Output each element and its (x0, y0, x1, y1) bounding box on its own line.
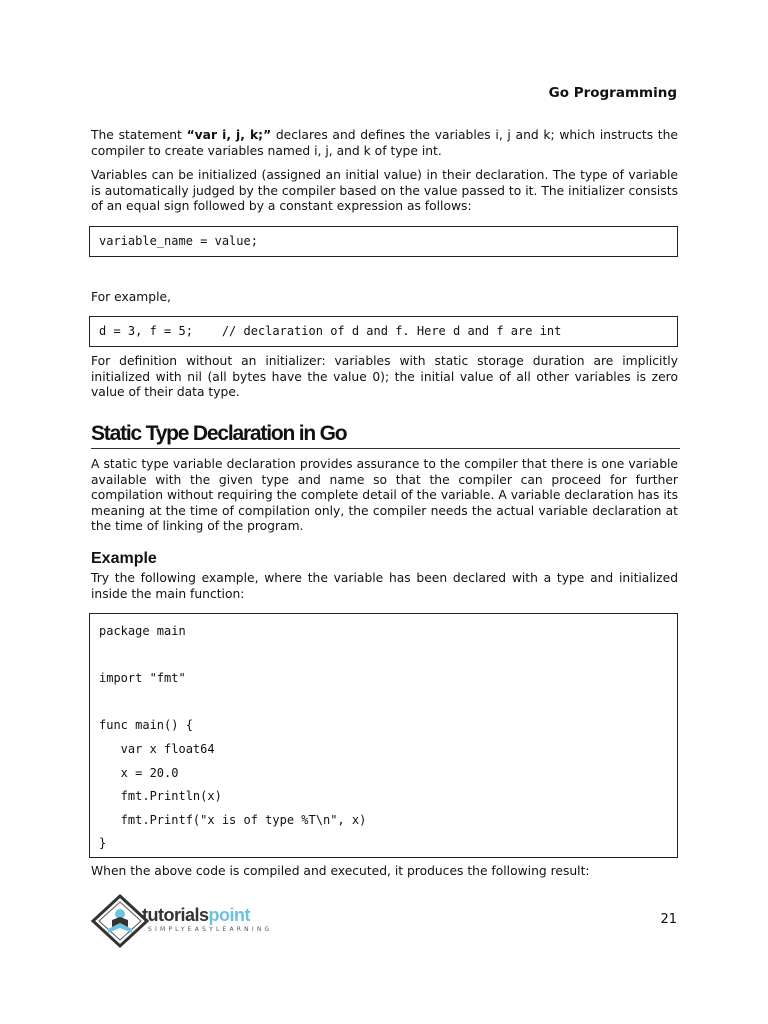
code-line: func main() { (99, 718, 193, 733)
code-line: import "fmt" (99, 671, 186, 686)
paragraph-result-intro: When the above code is compiled and executed, it produces the following result: (91, 864, 590, 878)
paragraph-no-initializer: For definition without an initializer: variables with static storage duration are implicitly initialized with nil (all bytes have the value 0); the initial value of all other variables is zero value of their data type. (91, 354, 678, 399)
code-line: x = 20.0 (99, 765, 179, 780)
code-line (99, 691, 668, 715)
running-header: Go Programming (548, 85, 677, 101)
logo-wordmark (142, 905, 250, 926)
code-block-program (89, 613, 678, 858)
logo-diamond-icon (90, 893, 150, 949)
section-heading: Static Type Declaration in Go (91, 422, 680, 449)
code-line: package main (99, 624, 186, 638)
paragraph-var-statement (91, 128, 678, 159)
example-heading: Example (91, 550, 157, 567)
paragraph-try-example: Try the following example, where the variable has been declared with a type and initialized inside the main function: (91, 571, 678, 601)
paragraph-static-type: A static type variable declaration provides assurance to the compiler that there is one variable available with the given type and name so that the compiler can proceed for further compilation without requiring the complete detail of the variable. A variable declaration has its meaning at the time of compilation only, the compiler needs the actual variable declaration at the time of linking of the program. (91, 457, 678, 533)
code-line: d = 3, f = 5; // declaration of d and f. Here d and f are int (99, 324, 562, 338)
tutorialspoint-logo (90, 893, 290, 949)
code-block-syntax (89, 226, 678, 257)
logo-word-part1: tutorials (142, 905, 209, 925)
para-text: The statement (91, 128, 187, 142)
code-line (99, 644, 668, 668)
code-line: var x float64 (99, 741, 215, 756)
logo-word-part2: point (208, 905, 250, 925)
code-line: } (99, 836, 107, 851)
code-line: variable_name = value; (99, 234, 258, 248)
code-line: fmt.Println(x) (99, 789, 222, 804)
paragraph-for-example: For example, (91, 290, 171, 304)
para-text: declares and defines the variables i, j and k; which instructs the compiler to create variables named i, j, and k of type int. (91, 128, 678, 158)
paragraph-initializer: Variables can be initialized (assigned an initial value) in their declaration. The type of variable is automatically judged by the compiler based on the value passed to it. The initializer consists of an equal sign followed by a constant expression as follows: (91, 168, 678, 213)
para-bold-code: “var i, j, k;” (186, 128, 272, 142)
code-line: fmt.Printf("x is of type %T\n", x) (99, 812, 367, 827)
page-number: 21 (660, 912, 677, 927)
code-block-example (89, 316, 678, 347)
logo-tagline: SIMPLYEASYLEARNING (148, 926, 273, 933)
